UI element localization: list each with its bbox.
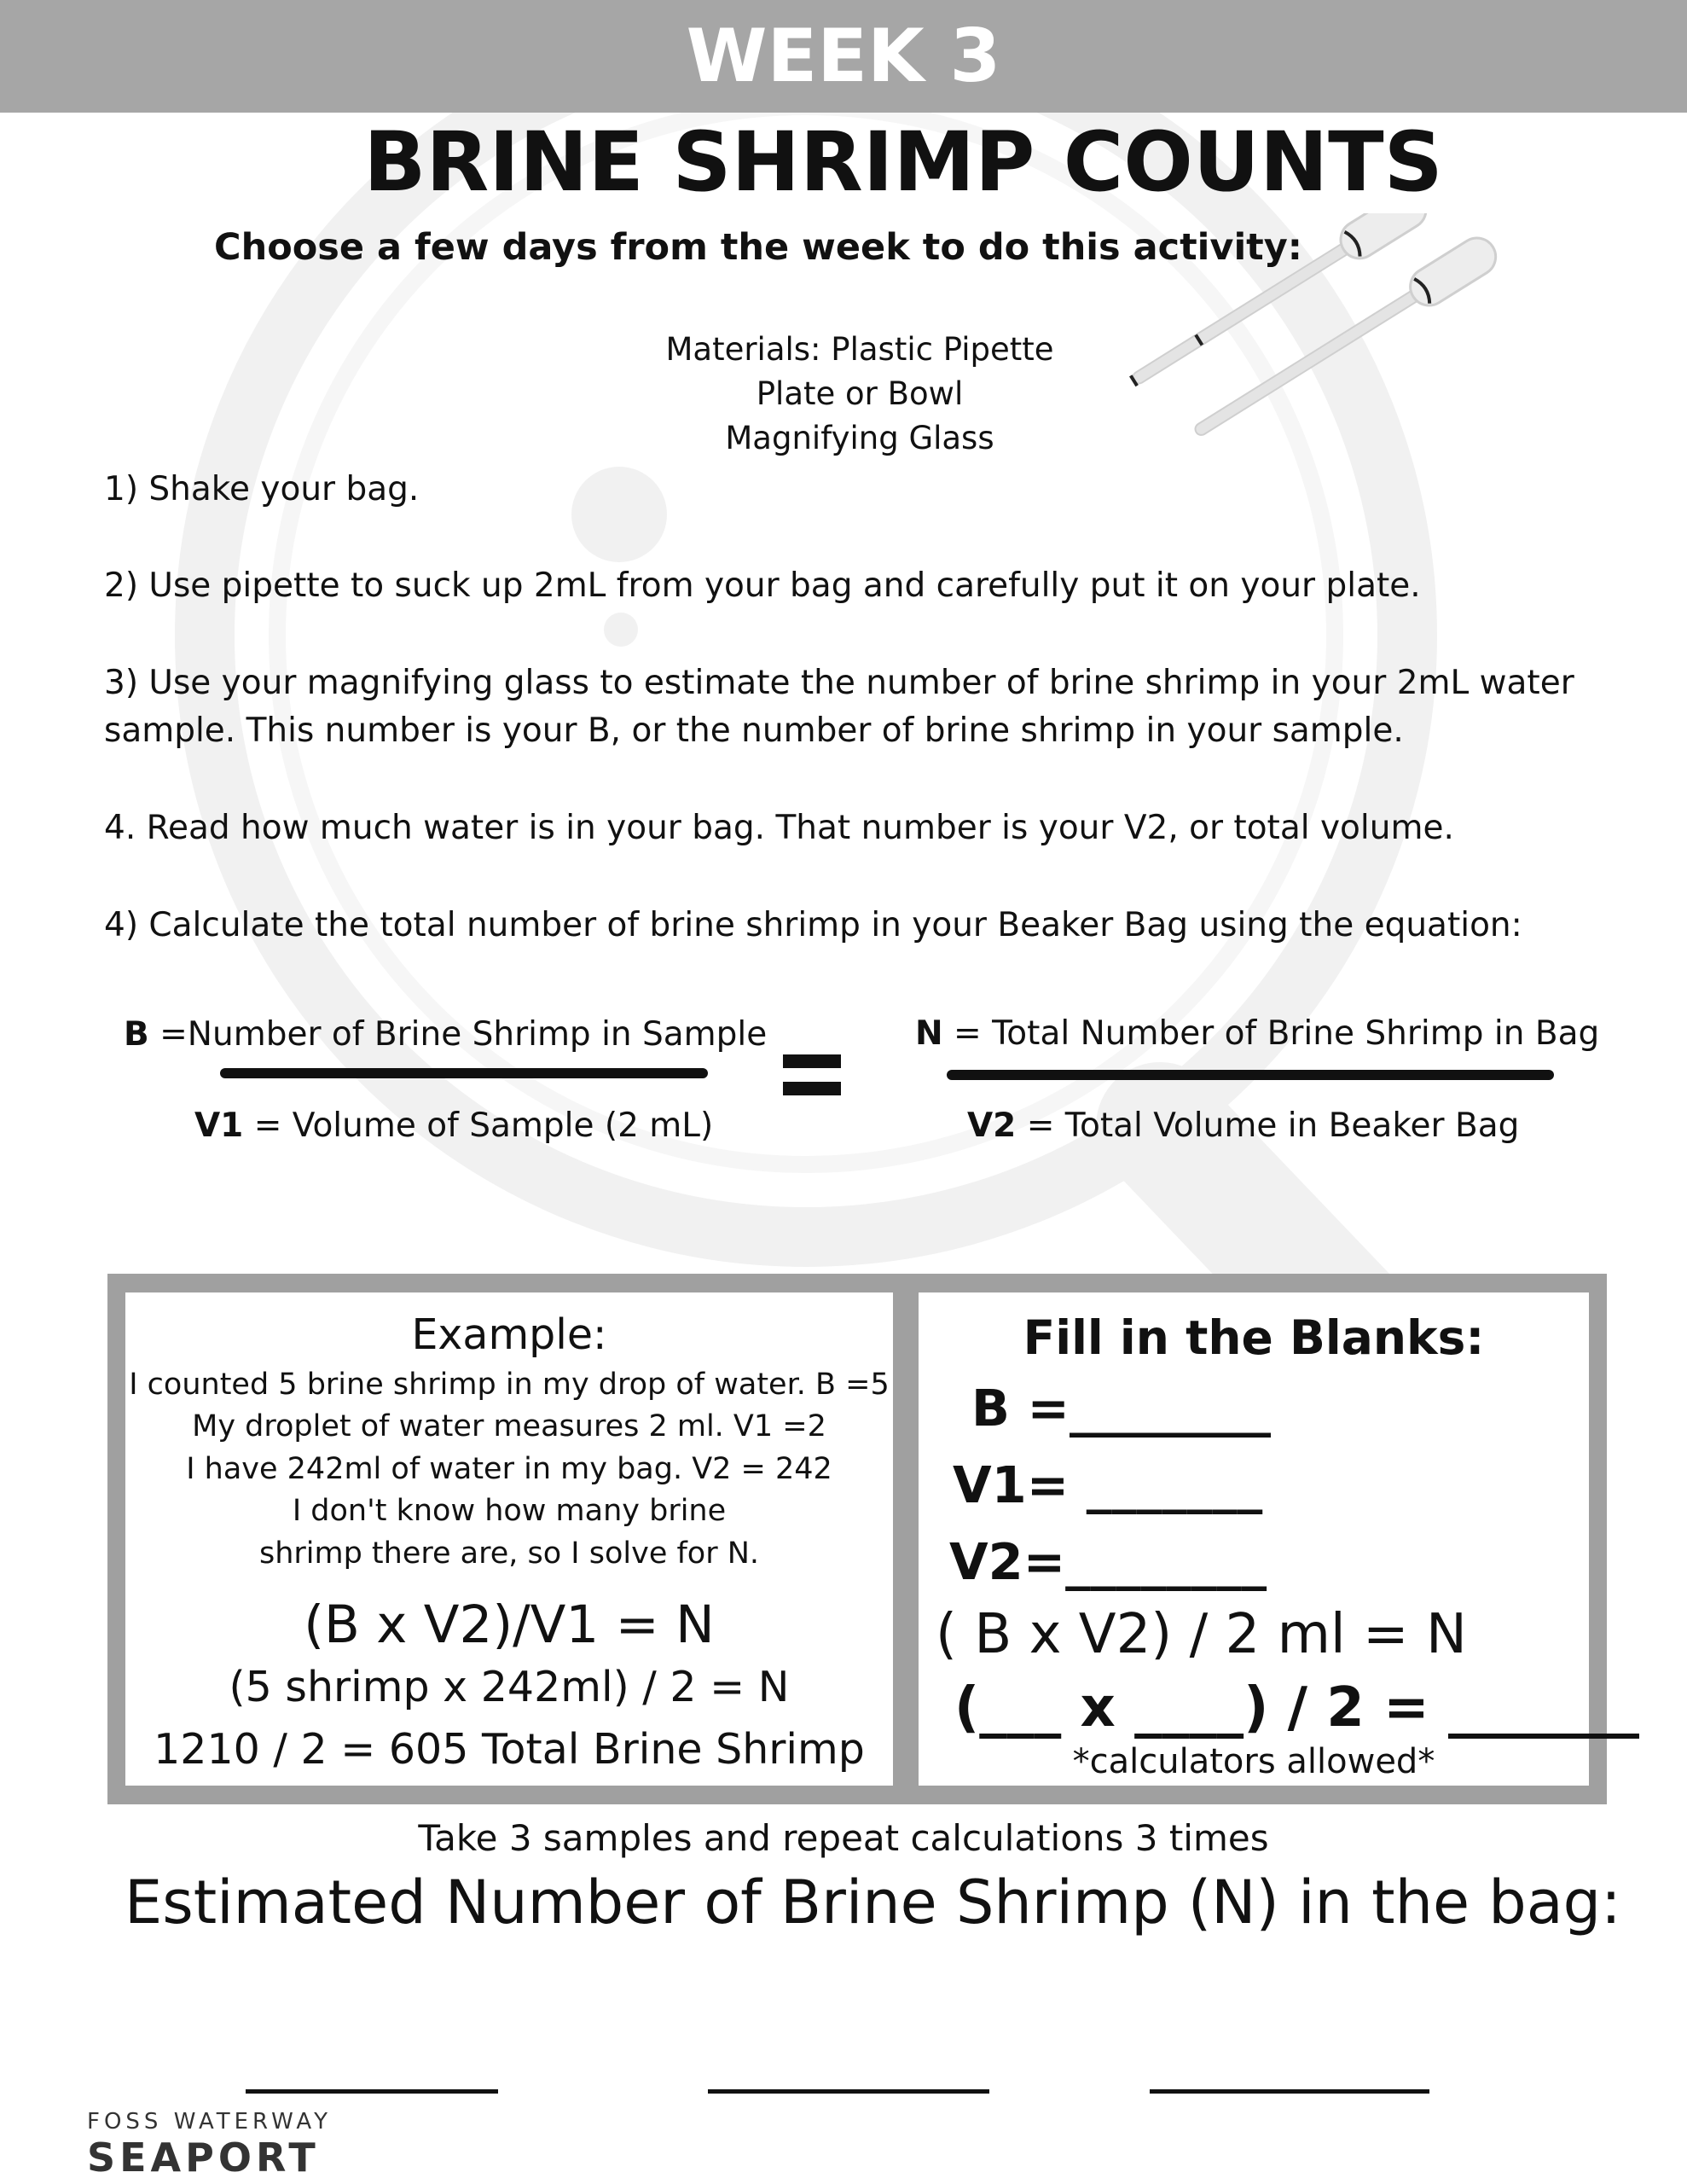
example-line: I don't know how many brine xyxy=(292,1494,727,1528)
example-formula: (B x V2)/V1 = N xyxy=(304,1594,715,1655)
equals-sign-icon xyxy=(783,1049,841,1101)
answer-blank-1[interactable] xyxy=(246,2089,498,2094)
v2-blank-field[interactable]: V2=________ xyxy=(949,1532,1267,1591)
example-panel xyxy=(125,1292,893,1786)
equation-right-denominator-text: = Total Volume in Beaker Bag xyxy=(1016,1107,1520,1145)
equation-left-denominator-text: = Volume of Sample (2 mL) xyxy=(243,1107,714,1145)
step-3-continued: sample. This number is your B, or the number of brine shrimp in your sample. xyxy=(104,712,1404,750)
symbol-b: B xyxy=(124,1015,149,1054)
equation-left-denominator xyxy=(194,1105,713,1147)
fill-in-heading: Fill in the Blanks: xyxy=(1023,1310,1485,1365)
materials-item: Magnifying Glass xyxy=(725,420,994,456)
materials-item: Plate or Bowl xyxy=(756,375,964,412)
materials-item: Materials: Plastic Pipette xyxy=(665,331,1054,368)
equation-right-numerator-text: = Total Number of Brine Shrimp in Bag xyxy=(942,1014,1600,1053)
fill-in-panel xyxy=(919,1292,1639,1786)
brand-logo-top: FOSS WATERWAY xyxy=(87,2109,333,2135)
equation-right-denominator xyxy=(967,1105,1519,1147)
equation-left-numerator-text: =Number of Brine Shrimp in Sample xyxy=(148,1015,768,1054)
answer-blank-2[interactable] xyxy=(708,2089,989,2094)
brand-logo-bottom: SEAPORT xyxy=(87,2135,320,2181)
example-heading: Example: xyxy=(411,1310,607,1359)
example-result: 1210 / 2 = 605 Total Brine Shrimp xyxy=(154,1725,865,1774)
symbol-n: N xyxy=(915,1014,943,1053)
step-1: 1) Shake your bag. xyxy=(104,470,420,508)
estimate-heading: Estimated Number of Brine Shrimp (N) in the bag: xyxy=(125,1867,1621,1937)
calculators-note: *calculators allowed* xyxy=(1072,1742,1435,1781)
week-label: WEEK 3 xyxy=(686,14,1001,99)
step-3: 3) Use your magnifying glass to estimate the number of brine shrimp in your 2mL water xyxy=(104,664,1574,702)
worksheet-box xyxy=(107,1274,1639,1804)
example-substitution: (5 shrimp x 242ml) / 2 = N xyxy=(229,1663,790,1711)
equation-right-numerator xyxy=(915,1013,1599,1055)
blank-formula-field[interactable]: (___ x ____) / 2 = _______ xyxy=(954,1676,1639,1740)
fill-in-formula: ( B x V2) / 2 ml = N xyxy=(936,1603,1467,1666)
week-header-bar xyxy=(0,0,1687,113)
b-blank-field[interactable]: B =________ xyxy=(971,1379,1271,1438)
fraction-bar-right xyxy=(947,1070,1554,1080)
fraction-bar-left xyxy=(220,1068,708,1078)
activity-subtitle: Choose a few days from the week to do this activity: xyxy=(214,226,1302,269)
example-line: shrimp there are, so I solve for N. xyxy=(258,1536,760,1571)
example-line: I have 242ml of water in my bag. V2 = 242 xyxy=(186,1452,832,1486)
materials-list xyxy=(646,328,1073,461)
example-line: I counted 5 brine shrimp in my drop of water. B =5 xyxy=(129,1368,890,1402)
symbol-v2: V2 xyxy=(967,1107,1017,1145)
example-line: My droplet of water measures 2 ml. V1 =2 xyxy=(192,1409,826,1443)
equation-left-numerator xyxy=(124,1014,767,1056)
v1-blank-field[interactable]: V1= _______ xyxy=(953,1455,1263,1514)
symbol-v1: V1 xyxy=(194,1107,244,1145)
answer-blank-3[interactable] xyxy=(1150,2089,1429,2094)
step-4-calculate: 4) Calculate the total number of brine shrimp in your Beaker Bag using the equation: xyxy=(104,906,1522,944)
page-title: BRINE SHRIMP COUNTS xyxy=(363,114,1443,210)
step-2: 2) Use pipette to suck up 2mL from your bag and carefully put it on your plate. xyxy=(104,566,1421,605)
repeat-instruction: Take 3 samples and repeat calculations 3 times xyxy=(418,1817,1269,1859)
step-4-read-volume: 4. Read how much water is in your bag. That number is your V2, or total volume. xyxy=(104,809,1454,847)
